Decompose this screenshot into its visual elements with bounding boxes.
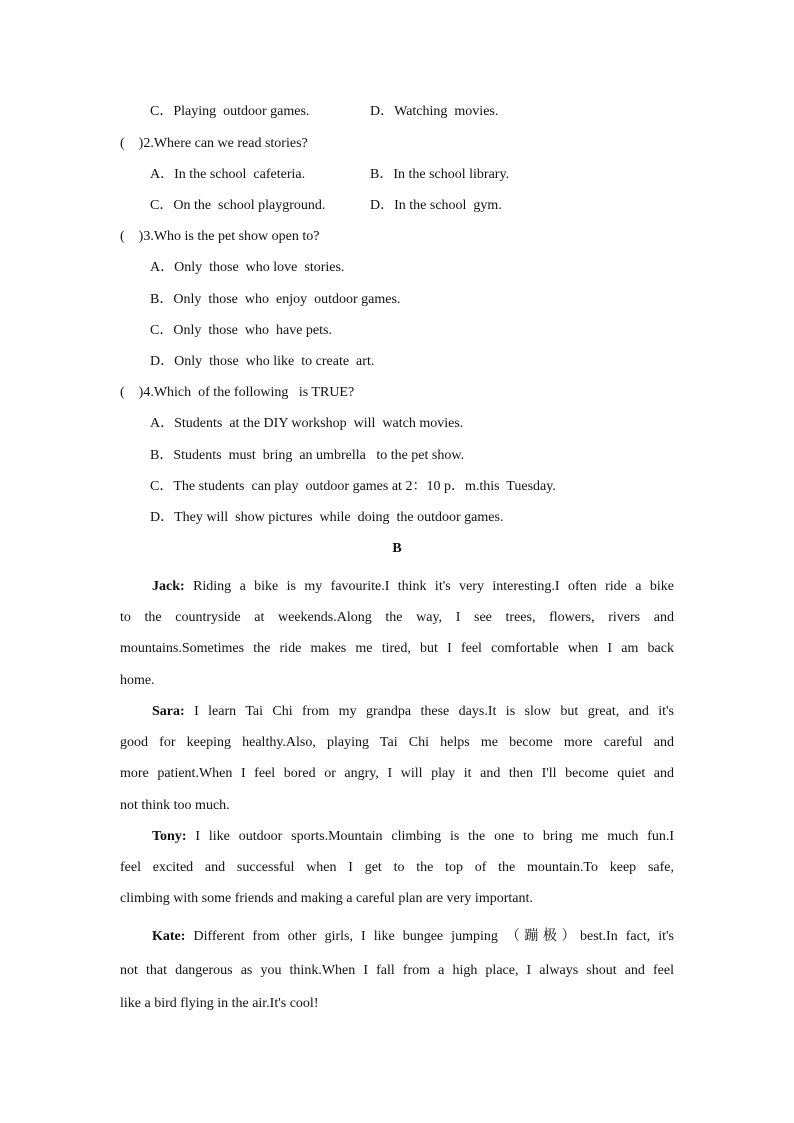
q2-option-d: D．In the school gym.: [370, 198, 502, 213]
passage-jack-line-3: mountains.Sometimes the ride makes me tired, but I feel comfortable when I am back: [120, 641, 674, 657]
passage-jack-line-1: Riding a bike is my favourite.I think it's very interesting.I often ride a bike: [193, 579, 674, 594]
q2-option-c: C．On the school playground.: [150, 198, 326, 213]
section-b-heading: B: [392, 541, 402, 556]
passage-sara: [120, 696, 674, 821]
passage-jack-name: Jack:: [152, 579, 185, 594]
passage-kate-name: Kate:: [152, 929, 186, 944]
passage-kate-line-1: Different from other girls, I like bungee jumping （蹦极）best.In fact, it's: [193, 929, 674, 944]
q4-stem: ( )4.Which of the following is TRUE?: [120, 385, 355, 400]
passage-sara-line-3: more patient.When I feel bored or angry, I will play it and then I'll become quiet and: [120, 766, 674, 782]
passage-tony: [120, 821, 674, 915]
passage-kate-line-3: like a bird flying in the air.It's cool!: [120, 996, 319, 1011]
passage-sara-name: Sara:: [152, 704, 185, 719]
passage-sara-line-4: not think too much.: [120, 797, 230, 813]
q3-option-c: C．Only those who have pets.: [150, 323, 332, 338]
q4-option-d: D．They will show pictures while doing the outdoor games.: [150, 510, 504, 525]
passage-sara-line-2: good for keeping healthy.Also, playing Tai Chi helps me become more careful and: [120, 735, 674, 751]
passage-sara-line-1: I learn Tai Chi from my grandpa these days.It is slow but great, and it's: [194, 704, 674, 719]
q2-stem: ( )2.Where can we read stories?: [120, 136, 308, 151]
passage-jack-line-2: to the countryside at weekends.Along the way, I see trees, flowers, rivers and: [120, 610, 674, 626]
passage-tony-line-3: climbing with some friends and making a careful plan are very important.: [120, 891, 533, 907]
q3-stem: ( )3.Who is the pet show open to?: [120, 229, 320, 244]
q2-option-a: A．In the school cafeteria.: [150, 167, 306, 182]
passage-kate-line-2: not that dangerous as you think.When I fall from a high place, I always shout and feel: [120, 962, 674, 978]
q2-option-b: B．In the school library.: [370, 167, 510, 182]
q3-option-a: A．Only those who love stories.: [150, 260, 345, 275]
q1-option-d: D．Watching movies.: [370, 104, 499, 119]
q4-option-b: B．Students must bring an umbrella to the pet show.: [150, 448, 465, 463]
q4-option-a: A．Students at the DIY workshop will watch movies.: [150, 416, 464, 431]
passage-jack-line-4: home.: [120, 672, 155, 688]
q1-option-c: C．Playing outdoor games.: [150, 104, 310, 119]
passage-tony-line-2: feel excited and successful when I get to the top of the mountain.To keep safe,: [120, 860, 674, 876]
q3-option-d: D．Only those who like to create art.: [150, 354, 375, 369]
q3-option-b: B．Only those who enjoy outdoor games.: [150, 292, 401, 307]
passage-jack: [120, 571, 674, 696]
passage-tony-name: Tony:: [152, 829, 187, 844]
passage-tony-line-1: I like outdoor sports.Mountain climbing is the one to bring me much fun.I: [195, 829, 675, 844]
q4-option-c: C．The students can play outdoor games at 2：10 p．m.this Tuesday.: [150, 479, 556, 494]
passage-kate: [120, 920, 674, 1021]
